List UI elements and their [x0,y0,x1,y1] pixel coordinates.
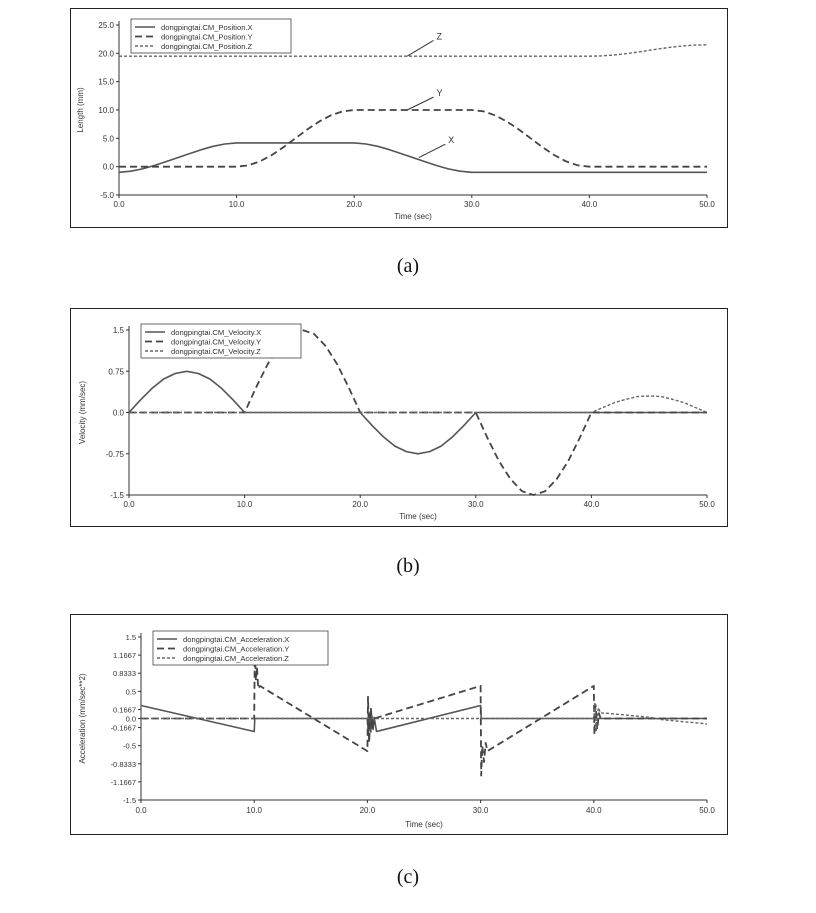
acceleration-y-tick-label: -1.5 [123,796,136,805]
velocity-x-tick-label: 50.0 [699,500,715,509]
acceleration-y-tick-label: -0.1667 [110,723,136,733]
position-x-tick-label: 50.0 [699,200,715,209]
velocity-y-tick-label: -0.75 [105,449,124,459]
caption-c: (c) [396,866,420,888]
position-x-tick-label: 40.0 [581,200,598,209]
velocity-y-tick-label: 0.0 [112,408,124,418]
position-x-tick-label: 30.0 [464,200,480,209]
velocity-y-tick-label: 1.5 [112,326,124,335]
position-chart [71,9,727,227]
position-legend-label: dongpingtai.CM_Position.X [161,23,253,32]
position-annotation-leader [407,40,433,56]
position-series-x-line [119,143,707,172]
acceleration-chart [71,615,727,834]
acceleration-y-tick-label: -1.1667 [110,777,136,787]
velocity-chart-panel [70,308,728,527]
position-y-tick-label: 20.0 [98,49,114,59]
velocity-legend-label: dongpingtai.CM_Velocity.Y [171,337,262,347]
position-x-axis-label: Time (sec) [394,212,432,221]
acceleration-x-axis-label: Time (sec) [405,820,443,829]
acceleration-y-tick-label: 0.8333 [113,669,136,679]
acceleration-series-x-line [141,706,707,735]
velocity-y-tick-label: -1.5 [110,491,124,500]
velocity-x-tick-label: 10.0 [236,500,253,509]
acceleration-chart-panel [70,614,728,835]
position-y-tick-label: 0.0 [102,162,114,172]
position-y-axis-label: Length (mm) [76,87,85,133]
acceleration-y-tick-label: -0.8333 [110,759,136,769]
position-x-tick-label: 10.0 [228,200,245,209]
velocity-x-tick-label: 0.0 [123,500,135,509]
position-y-tick-label: 10.0 [98,106,114,115]
position-y-tick-label: 5.0 [102,134,114,144]
position-annotation-label: X [448,135,455,146]
position-annotation-leader [407,97,433,110]
position-y-tick-label: 15.0 [98,77,114,87]
acceleration-x-tick-label: 20.0 [359,806,376,815]
caption-a: (a) [396,255,420,277]
acceleration-series-y-line [141,648,707,776]
position-x-tick-label: 0.0 [113,200,125,209]
acceleration-x-tick-label: 40.0 [586,806,602,815]
acceleration-y-axis-label: Acceleration (mm/sec**2) [78,673,87,764]
velocity-y-axis-label: Velocity (mm/sec) [78,380,87,445]
acceleration-y-tick-label: 1.1667 [113,651,136,661]
position-legend-label: dongpingtai.CM_Position.Z [161,42,253,51]
acceleration-y-tick-label: 0.1667 [113,705,136,715]
position-legend-label: dongpingtai.CM_Position.Y [161,32,253,42]
velocity-x-tick-label: 40.0 [583,500,600,509]
acceleration-y-tick-label: 1.5 [125,633,136,642]
position-chart-panel [70,8,728,228]
velocity-series-z-line [129,396,707,413]
velocity-chart [71,309,727,526]
acceleration-series-z-line [141,702,707,732]
velocity-legend-label: dongpingtai.CM_Velocity.X [171,328,262,337]
position-x-tick-label: 20.0 [346,200,362,209]
acceleration-x-tick-label: 50.0 [699,806,715,815]
velocity-x-tick-label: 30.0 [468,500,484,509]
acceleration-x-tick-label: 0.0 [135,806,147,815]
acceleration-x-tick-label: 10.0 [246,806,262,815]
acceleration-y-tick-label: -0.5 [123,741,136,751]
acceleration-y-tick-label: 0.5 [125,687,136,697]
position-annotation-leader [419,144,445,157]
position-y-tick-label: 25.0 [98,21,114,30]
velocity-legend-label: dongpingtai.CM_Velocity.Z [171,347,261,356]
acceleration-x-tick-label: 30.0 [472,806,489,815]
position-annotation-label: Z [436,31,443,42]
velocity-x-tick-label: 20.0 [352,500,368,509]
acceleration-legend-label: dongpingtai.CM_Acceleration.X [183,635,290,644]
velocity-x-axis-label: Time (sec) [399,512,437,521]
acceleration-legend-label: dongpingtai.CM_Acceleration.Y [183,644,290,654]
position-annotation-label: Y [436,88,443,99]
acceleration-y-tick-label: 0.0 [125,714,136,724]
caption-b: (b) [396,555,420,577]
acceleration-legend-label: dongpingtai.CM_Acceleration.Z [183,654,289,663]
position-y-tick-label: -5.0 [100,191,114,200]
velocity-y-tick-label: 0.75 [108,367,124,377]
